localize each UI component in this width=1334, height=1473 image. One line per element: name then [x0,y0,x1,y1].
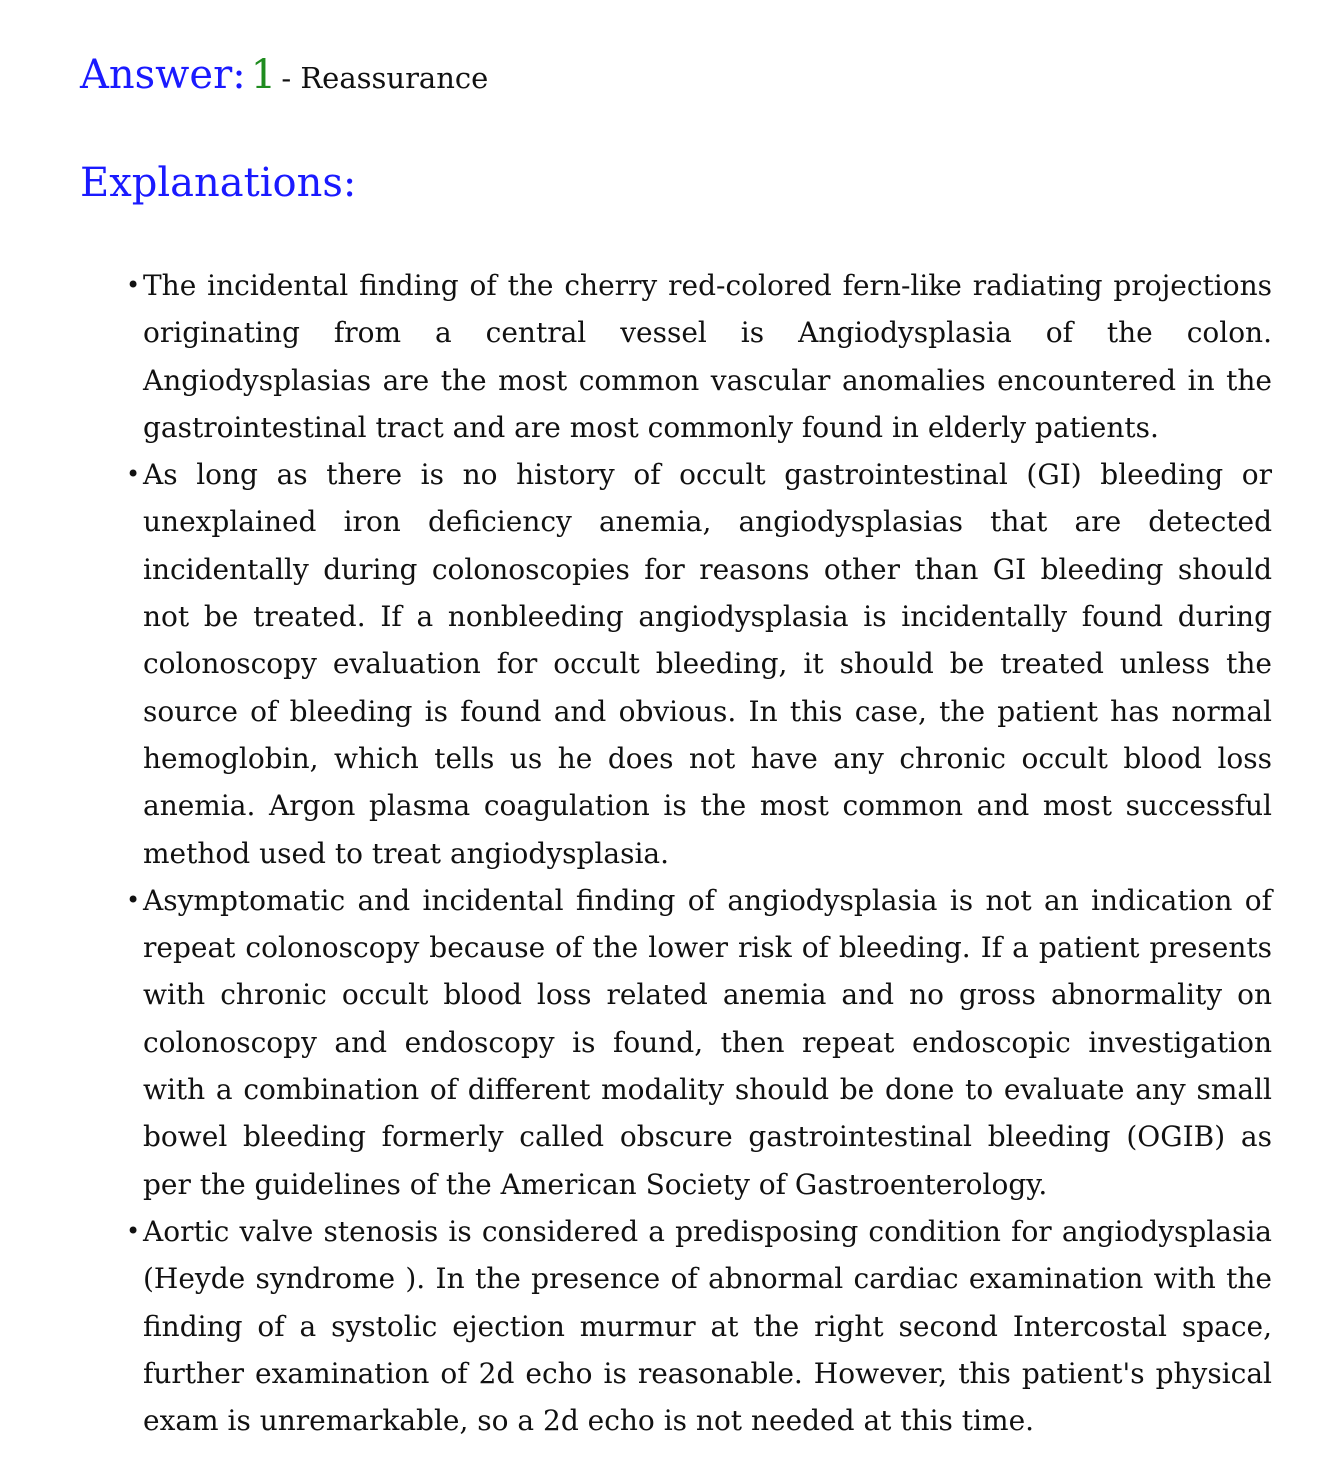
explanation-text: The incidental finding of the cherry red-colored fern-like radiating projections originating from a central vessel is Angiodysplasia of the colon. Angiodysplasias are the most common vascular anomalies encountered in the gastrointestinal tract and are most commonly found in elderly patients. [143,269,1272,444]
answer-line [80,52,488,98]
explanations-heading: Explanations: [80,160,357,206]
answer-number: 1 [250,52,277,98]
bullet-icon: • [126,1216,141,1245]
bullet-icon: • [126,885,141,914]
explanation-item [126,877,1272,1208]
explanation-list [126,262,1272,1444]
bullet-icon: • [126,271,141,299]
explanation-item [126,1208,1272,1444]
bullet-icon: • [126,460,141,489]
explanation-item [126,451,1272,877]
explanation-text: Aortic valve stenosis is considered a predisposing condition for angiodysplasia (Heyde syndrome ). In the presence of abnormal cardiac examination with the finding of a systolic ejection murmur at the right second Intercostal space, further examination of 2d echo is reasonable. However, this patient's physical exam is unremarkable, so a 2d echo is not needed at this time. [143,1214,1272,1438]
answer-text: - Reassurance [281,61,489,95]
answer-label: Answer: [80,52,246,98]
explanation-text: As long as there is no history of occult gastrointestinal (GI) bleeding or unexplained iron deficiency anemia, angiodysplasias that are detected incidentally during colonoscopies for reasons other than GI bleeding should not be treated. If a nonbleeding angiodysplasia is incidentally found during colonoscopy evaluation for occult bleeding, it should be treated unless the source of bleeding is found and obvious. In this case, the patient has normal hemoglobin, which tells us he does not have any chronic occult blood loss anemia. Argon plasma coagulation is the most common and most successful method used to treat angiodysplasia. [143,458,1272,870]
explanation-text: Asymptomatic and incidental finding of angiodysplasia is not an indication of repeat colonoscopy because of the lower risk of bleeding. If a patient presents with chronic occult blood loss related anemia and no gross abnormality on colonoscopy and endoscopy is found, then repeat endoscopic investigation with a combination of different modality should be done to evaluate any small bowel bleeding formerly called obscure gastrointestinal bleeding (OGIB) as per the guidelines of the American Society of Gastroenterology. [143,883,1272,1201]
explanation-item [126,262,1272,451]
